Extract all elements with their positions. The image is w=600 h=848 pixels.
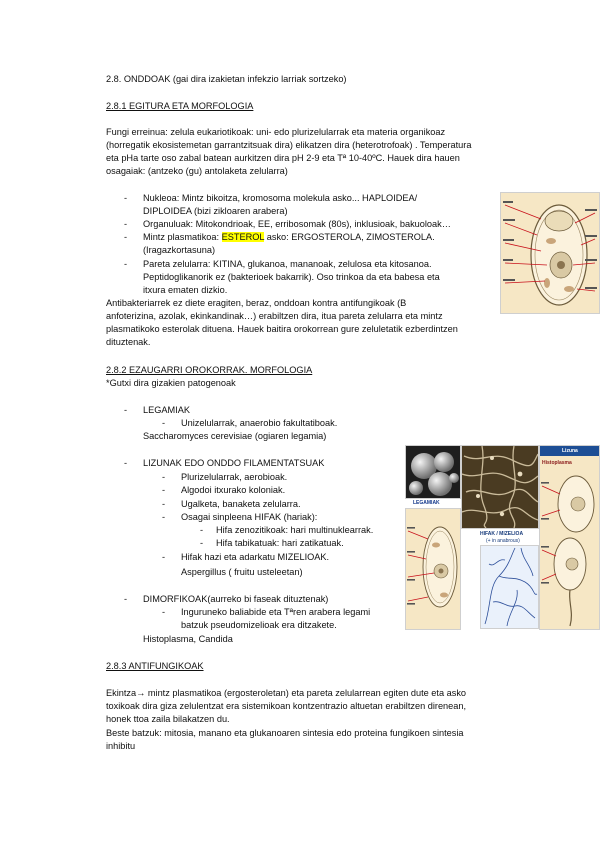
yeast-cell-diagram — [405, 508, 461, 630]
section-title-2-8-3: 2.8.3 ANTIFUNGIKOAK — [106, 661, 204, 671]
yeast-micrograph-svg — [406, 446, 460, 498]
list-item-organuluak: Organuluak: Mitokondrioak, EE, erribosomak (80s), inklusioak, bakuoloak… — [143, 219, 451, 229]
lizunak-item: Hifak hazi eta adarkatu MIZELIOAK. — [181, 552, 330, 562]
hyphae-caption-box — [480, 530, 537, 544]
bullet-dash: - — [124, 232, 128, 242]
lizunak-item: Ugalketa, banaketa zelularra. — [181, 499, 301, 509]
hyphae-drawing — [480, 545, 539, 629]
section-title-2-8-1: 2.8.1 EGITURA ETA MORFOLOGIA — [106, 101, 254, 111]
paragraph-line: dituztenak. — [106, 337, 151, 347]
mintz-text: Mintz plasmatikoa: — [143, 232, 222, 242]
yeast-cell-diagram-svg — [406, 509, 460, 629]
dimorfikoak-item-cont: batzuk pseudomizelioak era ditzakete. — [181, 620, 337, 630]
list-item-nucleoa-cont: DIPLOIDEA (bizi zikloaren arabera) — [143, 206, 288, 216]
lizunak-subitem: Hifa tabikatuak: hari zatikatuak. — [216, 538, 344, 548]
paragraph-line: anfoterizina, azolak, ekinkandinak…) erabiltzen dira, itua pareta zelularra eta mintz — [106, 311, 443, 321]
yeast-micrograph — [405, 445, 461, 499]
paragraph-line: Beste batzuk: mitosia, manano eta glukanoaren sintesia edo proteina fungikoen sintesia — [106, 728, 464, 738]
bullet-dash: - — [124, 219, 128, 229]
hyphae-drawing-svg — [481, 546, 538, 628]
intro-line: eta pHa tarte oso zabal batean aurkitzen dira pH 2-9 eta Tª 10-40ºC. Hauek dira hauen — [106, 153, 460, 163]
paragraph-line: Antibakteriarrek ez diete eragiten, beraz, onddoan kontra antifungikoak (B — [106, 298, 407, 308]
paragraph-line: toxikoak dira giza zelulentzat era sistemikoan kontzentrazio altuetan erabiltzen direnean, — [106, 701, 467, 711]
bullet-dash: - — [162, 499, 166, 509]
bullet-dash: - — [162, 418, 166, 428]
paragraph-line: honek ttoa zaila bilakatzen du. — [106, 714, 230, 724]
caption-hifak-sub: (+ in anabrous) — [486, 538, 520, 544]
bullet-dash: - — [162, 485, 166, 495]
note-text: *Gutxi dira gizakien patogenoak — [106, 378, 236, 388]
mold-micrograph — [461, 445, 539, 529]
lizunak-item: Algodoi itxurako koloniak. — [181, 485, 286, 495]
caption-histoplasma: Histoplasma — [542, 460, 572, 466]
mintz-text-post: asko: ERGOSTEROLA, ZIMOSTEROLA. — [264, 232, 435, 242]
legamiak-item: Unizelularrak, anaerobio fakultatiboak. — [181, 418, 338, 428]
bullet-dash: - — [162, 472, 166, 482]
mold-micrograph-svg — [462, 446, 538, 528]
lizunak-item: Osagai sinpleena HIFAK (hariak): — [181, 512, 318, 522]
section-title-2-8: 2.8. ONDDOAK (gai dira izakietan infekzio larriak sortzeko) — [106, 74, 347, 84]
dimorfikoak-example: Histoplasma, Candida — [143, 634, 233, 644]
list-item-mintz — [143, 231, 435, 244]
intro-line: (horregatik ekosistemetan garrantzitsuak dira) elikatzen dira (heterotrofoak) . Temperatura — [106, 140, 472, 150]
lizunak-example: Aspergillus ( fruitu usteleetan) — [181, 567, 303, 577]
intro-line: osagaiak: (antzeko (gu) antolaketa zelularra) — [106, 166, 288, 176]
paragraph-line: plasmatikoko esterolak dituena. Hauek baitira orokorrean gure zeluletatik ezberdintzen — [106, 324, 458, 334]
esterol-highlight: ESTEROL — [221, 232, 265, 242]
bullet-dash: - — [124, 458, 128, 468]
caption-legamiak: LEGAMIAK — [413, 500, 440, 506]
list-item-pareta: Pareta zelularra: KITINA, glukanoa, mananoak, zelulosa eta kitosanoa. — [143, 259, 432, 269]
bullet-dash: - — [124, 405, 128, 415]
fungal-cell-svg — [501, 193, 599, 313]
section-title-2-8-2: 2.8.2 EZAUGARRI OROKORRAK. MORFOLOGIA — [106, 365, 313, 375]
bullet-dash: - — [200, 525, 204, 535]
caption-lizuna: Lizuna — [562, 448, 578, 454]
intro-line: Fungi erreinua: zelula eukariotikoak: uni- edo plurizelularrak eta materia organikoaz — [106, 127, 446, 137]
bullet-dash: - — [200, 538, 204, 548]
lizuna-diagram — [539, 445, 600, 630]
caption-hifak: HIFAK / MIZELIOA — [480, 531, 524, 537]
list-item-nucleoa: Nukleoa: Mintz bikoitza, kromosoma molekula asko... HAPLOIDEA/ — [143, 193, 418, 203]
legamiak-title: LEGAMIAK — [143, 405, 190, 415]
lizunak-item: Plurizelularrak, aerobioak. — [181, 472, 288, 482]
bullet-dash: - — [124, 193, 128, 203]
paragraph-line: Ekintza→ mintz plasmatikoa (ergosteroletan) eta pareta zelularrean egiten dute eta asko — [106, 688, 467, 698]
paragraph-line: inhibitu — [106, 741, 136, 751]
fungal-cell-diagram — [500, 192, 600, 314]
lizuna-diagram-svg — [540, 446, 599, 629]
dimorfikoak-title: DIMORFIKOAK(aurreko bi faseak dituztenak) — [143, 594, 329, 604]
bullet-dash: - — [162, 552, 166, 562]
lizunak-subitem: Hifa zenozitikoak: hari multinuklearrak. — [216, 525, 374, 535]
list-item-pareta-cont: Peptidoglikanorik ez (bakterioek bakarrik). Oso trinkoa da eta babesa eta — [143, 272, 440, 282]
bullet-dash: - — [124, 259, 128, 269]
lizunak-title: LIZUNAK EDO ONDDO FILAMENTATSUAK — [143, 458, 325, 468]
legamiak-example: Saccharomyces cerevisiae (ogiaren legamia) — [143, 431, 327, 441]
bullet-dash: - — [162, 512, 166, 522]
list-item-mintz-cont: (Iragazkortasuna) — [143, 245, 216, 255]
list-item-pareta-cont: itxura ematen dizkio. — [143, 285, 228, 295]
dimorfikoak-item: Inguruneko baliabide eta Tªren arabera legami — [181, 607, 371, 617]
bullet-dash: - — [124, 594, 128, 604]
bullet-dash: - — [162, 607, 166, 617]
